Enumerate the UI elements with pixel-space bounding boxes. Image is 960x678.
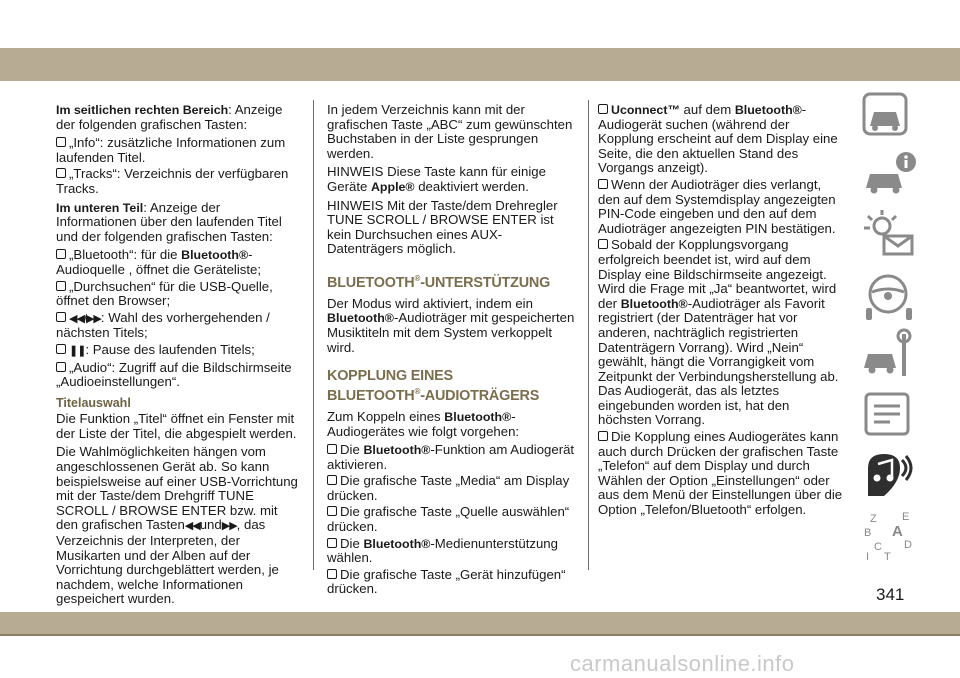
chapter-sidebar [858,88,920,568]
checkbox-bullet-icon [598,431,608,441]
car-info-icon[interactable] [860,148,918,202]
car-icon[interactable] [860,88,918,142]
paragraph-bottom-area: Im unteren Teil: Anzeige der Informationen über den laufenden Titel und der folgenden grafischen Tasten: [56,199,282,244]
paragraph-side-area: Im seitlichen rechten Bereich: Anzeige der folgenden grafischen Tasten: [56,102,283,132]
next-icon: ▶▶ [221,520,237,533]
bottom-decorative-band [0,612,960,634]
list-item-step-1: Die Bluetooth®-Funktion am Audiogerät aktivieren. [327,442,575,472]
list-item-prev-next: ◀◀/▶▶: Wahl des vorhergehenden / nächsten Titels; [56,309,270,341]
pause-icon: ❚❚ [69,344,86,357]
checkbox-bullet-icon [598,239,608,249]
heading-titelauswahl: Titelauswahl [56,395,131,410]
list-item-step-3: Die grafische Taste „Quelle auswählen“ drücken. [327,504,570,535]
heading-bluetooth-support: BLUETOOTH®-UNTERSTÜTZUNG [327,273,551,291]
column-right [598,103,846,520]
checkbox-bullet-icon [327,538,337,548]
list-item-step-9: Die Kopplung eines Audiogerätes kann auch durch Drücken der grafischen Taste „Telefon“ auf dem Display und durch Wählen der Option „Einstellungen“ oder aus dem Menü der Einstellungen über die Option „Telefon/Bluetooth“ erfolgen. [598,429,843,518]
checkbox-bullet-icon [327,444,337,454]
checkbox-bullet-icon [56,281,66,291]
list-item-audio: „Audio“: Zugriff auf die Bildschirmseite „Audioeinstellungen“. [56,359,292,390]
watermark: carmanualsonline.info [570,651,795,676]
paragraph-titel: Die Funktion „Titel“ öffnet ein Fenster mit der Liste der Titel, die abgespielt werden. [56,411,297,441]
paragraph-hinweis-aux: HINWEIS Mit der Taste/dem Drehregler TUNE SCROLL / BROWSE ENTER ist kein Durchsuchen eines AUX-Datenträgers möglich. [327,197,558,257]
heading-pairing: KOPPLUNG EINES BLUETOOTH®-AUDIOTRÄGERS [327,368,540,404]
list-item-tracks: „Tracks“: Verzeichnis der verfügbaren Tracks. [56,166,289,196]
prev-icon: ◀◀ [184,520,200,533]
letter-e: E [902,511,910,523]
alphabet-index-icon[interactable] [860,508,918,562]
letter-i: I [866,551,870,562]
checkbox-bullet-icon [56,168,66,178]
letter-c: C [874,541,882,553]
checkbox-bullet-icon [598,179,608,189]
checkbox-bullet-icon [56,344,66,354]
list-item-step-7: Wenn der Audioträger dies verlangt, den auf dem Systemdisplay angezeigten PIN-Code eingeben und den auf dem Audioträger angezeigten PIN bestätigen. [598,176,836,236]
top-decorative-band [0,48,960,81]
letter-a: A [892,523,903,540]
checkbox-bullet-icon [56,312,66,322]
list-item-step-2: Die grafische Taste „Media“ am Display drücken. [327,473,570,503]
paragraph-hinweis-apple: HINWEIS Diese Taste kann für einige Geräte Apple® deaktiviert werden. [327,164,546,194]
car-settings-icon[interactable] [860,388,918,442]
letter-z: Z [870,513,877,525]
list-item-step-4: Die Bluetooth®-Medienunterstützung wählen. [327,535,558,566]
checkbox-bullet-icon [56,249,66,259]
checkbox-bullet-icon [56,362,66,372]
bottom-rule [0,634,960,636]
steering-wheel-key-icon[interactable] [860,268,918,322]
paragraph-mode: Der Modus wird aktiviert, indem ein Bluetooth®-Audioträger mit gespeicherten Musiktiteln mit dem System verkoppelt wird. [327,295,575,355]
paragraph-wahl: Die Wahlmöglichkeiten hängen vom angeschlossenen Gerät ab. So kann beispielsweise auf einer USB-Vorrichtung mit der Taste/dem Drehgriff TUNE SCROLL / BROWSE ENTER bzw. mit den grafischen Tasten◀◀und▶▶, das Verzeichnis der Interpreten, der Musikarten und der Alben auf der Vorrichtung durchgeblättert werden, je nachdem, welche Informationen gespeichert wurden. [56,444,298,607]
letter-t: T [884,551,891,562]
column-left [56,103,300,611]
paragraph-pairing-intro: Zum Koppeln eines Bluetooth®-Audiogerätes wie folgt vorgehen: [327,408,520,439]
page-number: 341 [876,585,905,604]
paragraph-abc: In jedem Verzeichnis kann mit der grafischen Taste „ABC“ zum gewünschten Buchstaben in der Liste gesprungen werden. [327,102,573,161]
column-middle [327,103,577,599]
car-wrench-icon[interactable] [860,328,918,382]
light-warning-icon[interactable] [860,208,918,262]
checkbox-bullet-icon [327,569,337,579]
checkbox-bullet-icon [327,506,337,516]
letter-b: B [864,527,872,539]
list-item-step-5: Die grafische Taste „Gerät hinzufügen“ drücken. [327,566,566,597]
checkbox-bullet-icon [56,137,66,147]
letter-d: D [904,539,912,551]
checkbox-bullet-icon [598,104,608,114]
list-item-step-6: Uconnect™ auf dem Bluetooth®-Audiogerät suchen (während der Kopplung erscheint auf dem Display eine Seite, die den aktuellen Stand des Vorgangs anzeigt). [598,102,838,176]
list-item-step-8: Sobald der Kopplungsvorgang erfolgreich beendet ist, wird auf dem Display eine Bildschirmseite angezeigt. Wird die Frage mit „Ja“ beantwortet, wird der Bluetooth®-Audioträger als Favorit registriert (der Datenträger hat vor anderen, nachträglich registrierten Datenträgern Vorrang). Wird „Nein“ gewählt, hängt die Vorrangigkeit vom Zeitpunkt der Verbindungsherstellung ab. Das Audiogerät, das als letztes eingebunden worden ist, hat den höchsten Vorrang. [598,237,839,428]
column-divider [313,100,314,570]
list-item-info: „Info“: zusätzliche Informationen zum laufenden Titel. [56,135,286,165]
list-item-bluetooth: „Bluetooth“: für die Bluetooth®-Audioquelle , öffnet die Geräteliste; [56,247,262,277]
list-item-browse: „Durchsuchen“ für die USB-Quelle, öffnet den Browser; [56,278,273,309]
checkbox-bullet-icon [327,475,337,485]
music-nav-icon[interactable] [860,448,918,502]
list-item-pause: ❚❚: Pause des laufenden Titels; [56,343,300,359]
prev-next-icon: ◀◀/▶▶ [69,312,101,325]
column-divider [588,100,589,570]
